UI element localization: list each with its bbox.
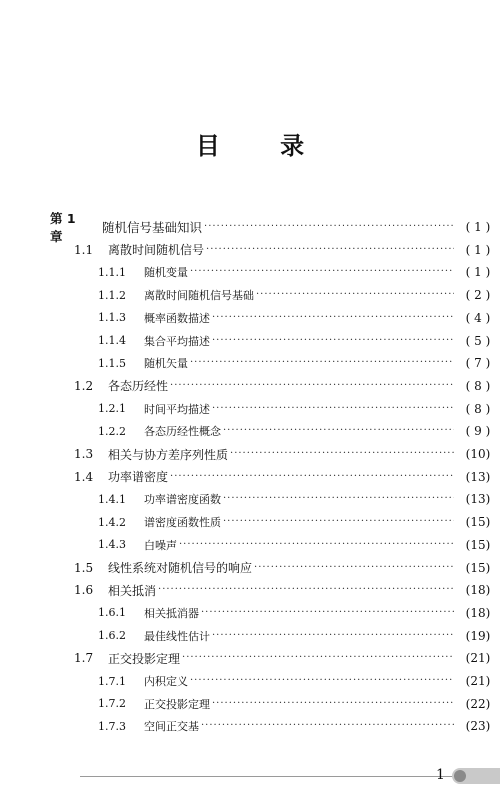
leader-dots <box>158 581 454 599</box>
toc-entry-title: 正交投影定理 <box>108 651 181 666</box>
toc-entry-level-3[interactable] <box>0 286 500 304</box>
toc-entry-page: (15) <box>465 537 491 552</box>
toc-entry-level-3[interactable] <box>0 354 500 372</box>
toc-entry-page: (23) <box>465 719 491 734</box>
toc-entry-level-3[interactable] <box>0 627 500 645</box>
leader-dots <box>212 400 454 418</box>
leader-dots <box>223 490 454 508</box>
toc-entry-level-3[interactable] <box>0 513 500 531</box>
leader-dots <box>223 422 454 440</box>
toc-entry-title: 集合平均描述 <box>144 334 210 348</box>
leader-dots <box>212 309 454 327</box>
toc-entry-title: 离散时间随机信号基础 <box>144 289 254 303</box>
leader-dots <box>254 559 454 577</box>
toc-entry-number: 1.5 <box>74 560 94 575</box>
leader-dots <box>204 218 454 236</box>
toc-entry-title: 功率谱密度函数 <box>144 493 221 507</box>
toc-entry-page: ( 8 ) <box>465 378 491 393</box>
leader-dots <box>223 513 454 531</box>
toc-entry-page: ( 8 ) <box>465 401 491 416</box>
leader-dots <box>190 354 454 372</box>
toc-entry-level-2[interactable] <box>0 445 500 463</box>
leader-dots <box>170 468 454 486</box>
toc-entry-number: 1.4.1 <box>98 492 126 506</box>
leader-dots <box>182 649 454 667</box>
toc-entry-number: 1.1.5 <box>98 356 126 370</box>
toc-entry-number: 1.1.4 <box>98 334 126 347</box>
toc-entry-title: 随机信号基础知识 <box>102 220 203 235</box>
toc-entry-level-1[interactable] <box>0 211 500 244</box>
toc-entry-page: (15) <box>465 515 491 530</box>
toc-entry-level-2[interactable] <box>0 468 500 486</box>
toc-entry-title: 内积定义 <box>144 675 188 688</box>
toc-entry-level-3[interactable] <box>0 490 500 508</box>
toc-entry-page: ( 2 ) <box>465 288 491 303</box>
page-title: 目 录 <box>195 132 331 160</box>
toc-entry-page: (15) <box>465 560 491 575</box>
toc-entry-number: 第 1 章 <box>50 211 76 244</box>
toc-entry-level-2[interactable] <box>0 559 500 577</box>
toc-entry-page: ( 1 ) <box>465 265 491 280</box>
toc-entry-level-3[interactable] <box>0 536 500 554</box>
toc-entry-page: (22) <box>465 696 491 711</box>
toc-entry-page: (18) <box>465 583 491 598</box>
toc-entry-level-3[interactable] <box>0 695 500 713</box>
toc-entry-title: 概率函数描述 <box>144 311 210 325</box>
toc-entry-number: 1.1 <box>74 242 94 257</box>
toc-entry-number: 1.6 <box>74 583 94 598</box>
toc-entry-title: 最佳线性估计 <box>144 629 210 643</box>
toc-entry-level-2[interactable] <box>0 649 500 667</box>
toc-entry-number: 1.3 <box>74 447 94 461</box>
toc-entry-title: 功率谱密度 <box>108 470 169 485</box>
toc-entry-number: 1.7.3 <box>98 719 126 733</box>
toc-entry-number: 1.7.1 <box>98 674 126 688</box>
toc-entry-page: (21) <box>465 651 491 666</box>
toc-entry-number: 1.6.2 <box>98 629 126 643</box>
toc-entry-page: ( 1 ) <box>465 242 491 257</box>
leader-dots <box>201 717 454 735</box>
toc-entry-number: 1.2 <box>74 378 94 393</box>
toc-entry-page: (13) <box>465 469 491 484</box>
toc-entry-page: ( 1 ) <box>465 220 491 234</box>
leader-dots <box>212 627 454 645</box>
toc-entry-title: 线性系统对随机信号的响应 <box>108 561 253 575</box>
toc-entry-number: 1.1.2 <box>98 288 126 302</box>
leader-dots <box>230 445 454 463</box>
toc-entry-level-3[interactable] <box>0 263 500 281</box>
toc-entry-title: 正交投影定理 <box>144 697 210 711</box>
toc-entry-level-3[interactable] <box>0 672 500 690</box>
page-tab-decoration <box>452 768 500 784</box>
leader-dots <box>212 695 454 713</box>
toc-entry-page: ( 9 ) <box>465 424 491 439</box>
toc-entry-level-3[interactable] <box>0 422 500 440</box>
toc-entry-number: 1.1.3 <box>98 311 126 325</box>
leader-dots <box>179 536 454 554</box>
toc-entry-page: (10) <box>465 447 491 461</box>
toc-entry-level-2[interactable] <box>0 241 500 259</box>
toc-entry-number: 1.2.1 <box>98 402 126 416</box>
toc-entry-title: 白噪声 <box>144 538 177 552</box>
toc-entry-title: 随机矢量 <box>144 357 188 371</box>
toc-entry-title: 空间正交基 <box>144 720 199 734</box>
toc-entry-number: 1.7 <box>74 651 94 666</box>
toc-entry-level-2[interactable] <box>0 581 500 599</box>
toc-entry-page: ( 4 ) <box>465 310 491 325</box>
toc-entry-page: (13) <box>465 492 491 507</box>
toc-entry-number: 1.4 <box>74 469 94 484</box>
toc-entry-title: 随机变量 <box>144 266 188 280</box>
leader-dots <box>212 332 454 350</box>
toc-entry-level-3[interactable] <box>0 400 500 418</box>
toc-entry-title: 时间平均描述 <box>144 402 210 416</box>
toc-entry-number: 1.7.2 <box>98 697 126 711</box>
leader-dots <box>206 241 454 259</box>
toc-entry-number: 1.1.1 <box>98 265 126 279</box>
toc-entry-title: 谱密度函数性质 <box>144 516 221 530</box>
toc-entry-title: 相关抵消器 <box>144 606 199 620</box>
toc-entry-page: (19) <box>465 628 491 643</box>
toc-entry-title: 离散时间随机信号 <box>108 243 205 258</box>
leader-dots <box>256 286 454 304</box>
toc-entry-level-3[interactable] <box>0 332 500 350</box>
toc-entry-title: 相关抵消 <box>108 583 157 598</box>
leader-dots <box>170 377 454 395</box>
page-number: 1 <box>436 767 445 783</box>
toc-entry-page: (21) <box>465 674 491 688</box>
toc-entry-level-3[interactable] <box>0 604 500 622</box>
toc-entry-number: 1.2.2 <box>98 424 126 438</box>
toc-entry-level-3[interactable] <box>0 717 500 735</box>
leader-dots <box>201 604 454 622</box>
toc-entry-level-3[interactable] <box>0 309 500 327</box>
toc-entry-title: 相关与协方差序列性质 <box>108 447 229 462</box>
toc-entry-page: (18) <box>465 605 491 620</box>
leader-dots <box>190 263 454 281</box>
leader-dots <box>190 672 454 690</box>
toc-entry-title: 各态历经性概念 <box>144 425 221 439</box>
toc-entry-page: ( 5 ) <box>465 333 491 348</box>
toc-entry-level-2[interactable] <box>0 377 500 395</box>
toc-entry-number: 1.4.3 <box>98 538 126 552</box>
toc-entry-page: ( 7 ) <box>465 356 491 371</box>
toc-entry-number: 1.4.2 <box>98 515 126 529</box>
toc-entry-title: 各态历经性 <box>108 379 169 394</box>
toc-entry-number: 1.6.1 <box>98 606 126 620</box>
